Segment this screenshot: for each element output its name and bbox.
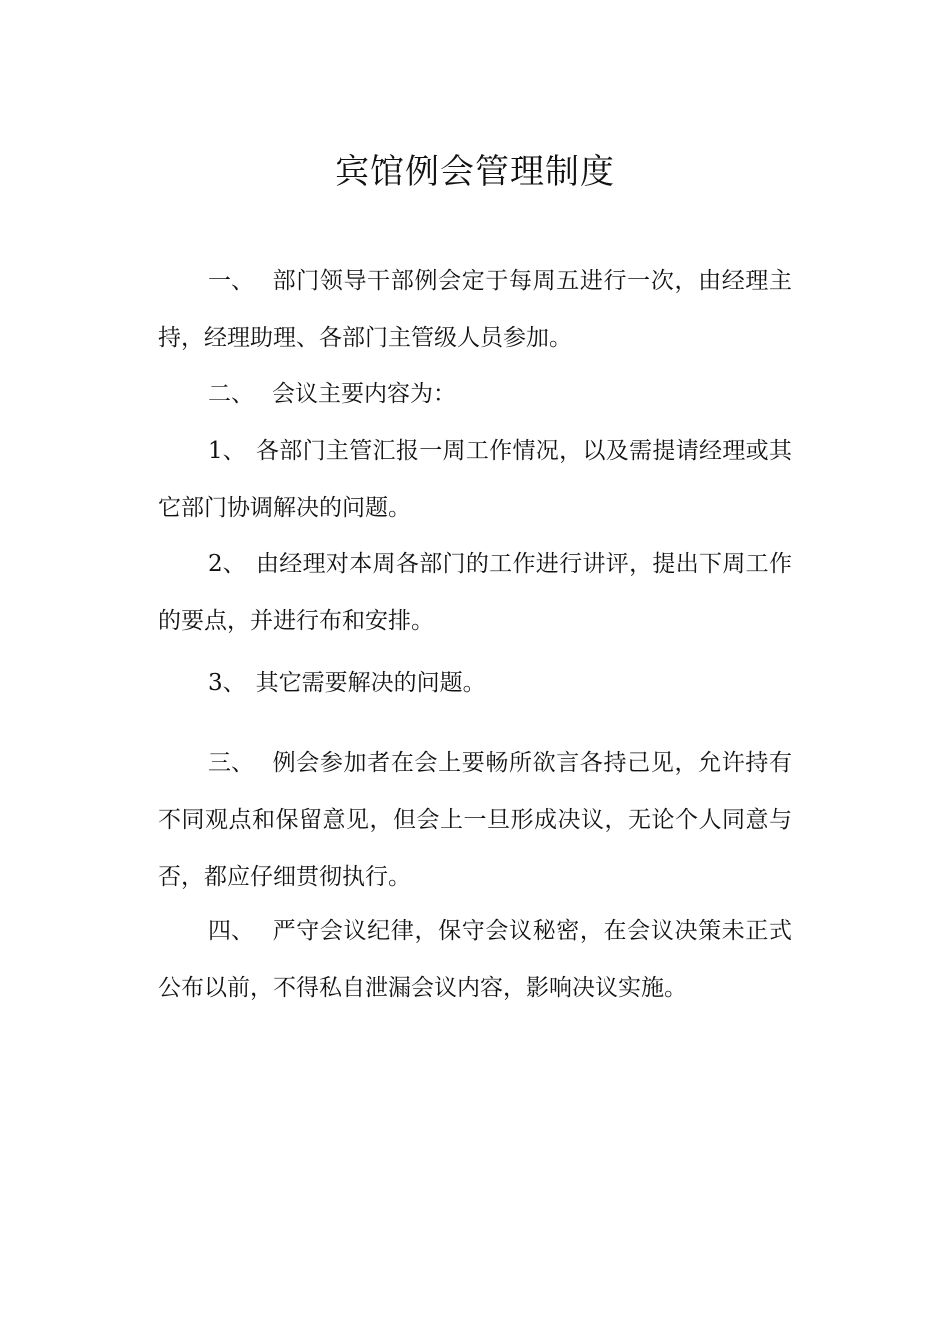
document-title: 宾馆例会管理制度 [335, 152, 615, 192]
item-2-text: 由经理对本周各部门的工作进行讲评，提出下周工作的要点，并进行布和安排。 [158, 551, 792, 634]
item-1-marker: 1、 [208, 438, 246, 464]
section-4-marker: 四、 [208, 918, 254, 944]
item-1-text: 各部门主管汇报一周工作情况，以及需提请经理或其它部门协调解决的问题。 [158, 438, 792, 521]
section-1-marker: 一、 [208, 268, 254, 294]
section-1-text: 部门领导干部例会定于每周五进行一次，由经理主持，经理助理、各部门主管级人员参加。 [158, 268, 792, 351]
section-3-marker: 三、 [208, 750, 254, 776]
section-1 [158, 253, 792, 367]
section-3-text: 例会参加者在会上要畅所欲言各持己见，允许持有不同观点和保留意见，但会上一旦形成决议，无论个人同意与否，都应仔细贯彻执行。 [158, 750, 792, 890]
section-2 [158, 366, 792, 423]
item-3 [158, 655, 792, 712]
section-3 [158, 735, 792, 906]
item-2 [158, 536, 792, 650]
item-2-marker: 2、 [208, 551, 246, 577]
section-2-text: 会议主要内容为： [272, 381, 456, 407]
item-3-marker: 3、 [208, 670, 246, 696]
section-4-text: 严守会议纪律，保守会议秘密，在会议决策未正式公布以前，不得私自泄漏会议内容，影响决议实施。 [158, 918, 792, 1001]
item-1 [158, 423, 792, 537]
item-3-text: 其它需要解决的问题。 [255, 670, 486, 696]
section-2-marker: 二、 [208, 381, 254, 407]
section-4 [158, 903, 792, 1017]
